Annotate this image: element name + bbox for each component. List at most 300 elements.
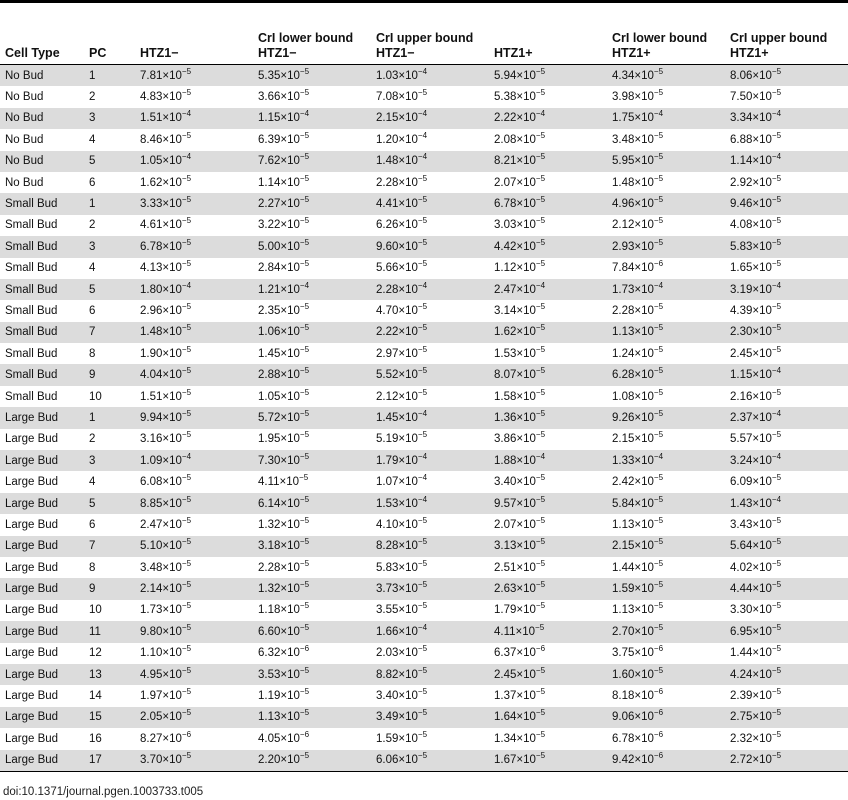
cell-htz1-minus: $6.08\times 10^{-5}$ [135,471,253,492]
cell-cell-type: Small Bud [0,364,84,385]
cell-cri-upper-htz1-plus: $1.15\times 10^{-4}$ [725,364,848,385]
cell-htz1-plus: $1.37\times 10^{-5}$ [489,685,607,706]
cell-cri-lower-htz1-plus: $8.18\times 10^{-6}$ [607,685,725,706]
cell-cell-type: Large Bud [0,707,84,728]
table-header-row [0,26,848,65]
cell-cri-lower-htz1-plus: $1.33\times 10^{-4}$ [607,450,725,471]
cell-cell-type: Large Bud [0,493,84,514]
cell-cri-lower-htz1-plus: $1.75\times 10^{-4}$ [607,108,725,129]
cell-htz1-minus: $1.80\times 10^{-4}$ [135,279,253,300]
cell-cri-upper-htz1-plus: $2.32\times 10^{-5}$ [725,728,848,749]
cell-cri-upper-htz1-minus: $1.59\times 10^{-5}$ [371,728,489,749]
cell-cri-lower-htz1-plus: $5.84\times 10^{-5}$ [607,493,725,514]
cell-cri-upper-htz1-minus: $5.52\times 10^{-5}$ [371,364,489,385]
cell-htz1-plus: $2.07\times 10^{-5}$ [489,172,607,193]
cell-cri-upper-htz1-plus: $2.30\times 10^{-5}$ [725,322,848,343]
cell-cri-upper-htz1-plus: $4.39\times 10^{-5}$ [725,300,848,321]
cell-cell-type: Large Bud [0,750,84,772]
cell-htz1-plus: $1.88\times 10^{-4}$ [489,450,607,471]
cell-cri-lower-htz1-minus: $1.95\times 10^{-5}$ [253,429,371,450]
cell-pc: 6 [84,172,135,193]
table-row [0,429,848,450]
cell-htz1-plus: $4.42\times 10^{-5}$ [489,236,607,257]
cell-cri-upper-htz1-minus: $4.41\times 10^{-5}$ [371,193,489,214]
cell-cri-upper-htz1-plus: $2.45\times 10^{-5}$ [725,343,848,364]
cell-htz1-plus: $1.79\times 10^{-5}$ [489,600,607,621]
cell-cell-type: Large Bud [0,664,84,685]
table-row [0,279,848,300]
cell-cri-lower-htz1-plus: $9.26\times 10^{-5}$ [607,407,725,428]
table-row [0,728,848,749]
cell-pc: 9 [84,364,135,385]
cell-htz1-plus: $5.38\times 10^{-5}$ [489,86,607,107]
cell-cri-upper-htz1-minus: $1.79\times 10^{-4}$ [371,450,489,471]
cell-htz1-minus: $4.95\times 10^{-5}$ [135,664,253,685]
cell-cri-upper-htz1-plus: $5.64\times 10^{-5}$ [725,536,848,557]
table-row [0,578,848,599]
cell-cri-upper-htz1-plus: $2.39\times 10^{-5}$ [725,685,848,706]
cell-htz1-minus: $1.09\times 10^{-4}$ [135,450,253,471]
cell-pc: 12 [84,643,135,664]
cell-cri-upper-htz1-minus: $5.83\times 10^{-5}$ [371,557,489,578]
cell-cell-type: Large Bud [0,621,84,642]
table-row [0,215,848,236]
cell-htz1-minus: $3.33\times 10^{-5}$ [135,193,253,214]
cell-htz1-plus: $2.63\times 10^{-5}$ [489,578,607,599]
cell-cri-upper-htz1-minus: $2.22\times 10^{-5}$ [371,322,489,343]
cell-cri-lower-htz1-plus: $4.96\times 10^{-5}$ [607,193,725,214]
cell-cell-type: Large Bud [0,536,84,557]
cell-cri-lower-htz1-minus: $5.35\times 10^{-5}$ [253,65,371,87]
cell-htz1-minus: $1.48\times 10^{-5}$ [135,322,253,343]
cell-pc: 14 [84,685,135,706]
cell-htz1-minus: $3.16\times 10^{-5}$ [135,429,253,450]
cell-cri-upper-htz1-plus: $7.50\times 10^{-5}$ [725,86,848,107]
cell-htz1-minus: $4.61\times 10^{-5}$ [135,215,253,236]
cell-cri-upper-htz1-minus: $2.28\times 10^{-5}$ [371,172,489,193]
cell-cri-lower-htz1-minus: $1.32\times 10^{-5}$ [253,578,371,599]
cell-cri-lower-htz1-plus: $1.60\times 10^{-5}$ [607,664,725,685]
cell-cri-upper-htz1-plus: $4.44\times 10^{-5}$ [725,578,848,599]
cell-cell-type: Small Bud [0,279,84,300]
cell-cri-lower-htz1-plus: $2.42\times 10^{-5}$ [607,471,725,492]
cell-cri-upper-htz1-minus: $5.66\times 10^{-5}$ [371,258,489,279]
cell-htz1-plus: $2.47\times 10^{-4}$ [489,279,607,300]
cell-cell-type: No Bud [0,172,84,193]
cell-cri-upper-htz1-plus: $2.16\times 10^{-5}$ [725,386,848,407]
cell-cri-lower-htz1-plus: $2.12\times 10^{-5}$ [607,215,725,236]
cell-cri-upper-htz1-plus: $1.65\times 10^{-5}$ [725,258,848,279]
cell-htz1-plus: $6.37\times 10^{-6}$ [489,643,607,664]
cell-htz1-minus: $1.10\times 10^{-5}$ [135,643,253,664]
cell-htz1-plus: $2.08\times 10^{-5}$ [489,129,607,150]
cell-cri-lower-htz1-minus: $1.05\times 10^{-5}$ [253,386,371,407]
cell-cell-type: No Bud [0,65,84,87]
table-row [0,493,848,514]
cell-cri-lower-htz1-minus: $1.14\times 10^{-5}$ [253,172,371,193]
cell-htz1-plus: $1.36\times 10^{-5}$ [489,407,607,428]
cell-cri-upper-htz1-minus: $8.82\times 10^{-5}$ [371,664,489,685]
table-row [0,151,848,172]
cell-pc: 4 [84,129,135,150]
cell-cri-lower-htz1-minus: $5.00\times 10^{-5}$ [253,236,371,257]
cell-htz1-plus: $6.78\times 10^{-5}$ [489,193,607,214]
cell-pc: 8 [84,557,135,578]
cell-cri-upper-htz1-plus: $3.34\times 10^{-4}$ [725,108,848,129]
cell-pc: 3 [84,236,135,257]
cell-cri-lower-htz1-plus: $5.95\times 10^{-5}$ [607,151,725,172]
cell-cri-lower-htz1-plus: $1.13\times 10^{-5}$ [607,322,725,343]
cell-cri-lower-htz1-plus: $4.34\times 10^{-5}$ [607,65,725,87]
cell-cri-upper-htz1-plus: $3.43\times 10^{-5}$ [725,514,848,535]
cell-cri-lower-htz1-minus: $6.39\times 10^{-5}$ [253,129,371,150]
cell-pc: 1 [84,65,135,87]
cell-cri-upper-htz1-minus: $5.19\times 10^{-5}$ [371,429,489,450]
cell-htz1-plus: $9.57\times 10^{-5}$ [489,493,607,514]
header-cri-lower-htz1-plus: CrI lower bound HTZ1+ [612,31,708,60]
cell-cri-lower-htz1-minus: $2.84\times 10^{-5}$ [253,258,371,279]
cell-cri-upper-htz1-minus: $1.45\times 10^{-4}$ [371,407,489,428]
cell-htz1-plus: $2.45\times 10^{-5}$ [489,664,607,685]
table-row [0,685,848,706]
cell-cell-type: Large Bud [0,450,84,471]
cell-cri-lower-htz1-minus: $2.28\times 10^{-5}$ [253,557,371,578]
cell-cell-type: Large Bud [0,407,84,428]
header-cri-lower-htz1-minus: CrI lower bound HTZ1− [258,31,354,60]
cell-cri-upper-htz1-minus: $1.66\times 10^{-4}$ [371,621,489,642]
table-row [0,386,848,407]
cell-htz1-minus: $1.97\times 10^{-5}$ [135,685,253,706]
table-row [0,343,848,364]
cell-cri-lower-htz1-minus: $6.32\times 10^{-6}$ [253,643,371,664]
cell-pc: 1 [84,407,135,428]
cell-htz1-minus: $1.62\times 10^{-5}$ [135,172,253,193]
cell-cri-lower-htz1-minus: $3.18\times 10^{-5}$ [253,536,371,557]
cell-pc: 2 [84,215,135,236]
cell-cri-lower-htz1-plus: $2.28\times 10^{-5}$ [607,300,725,321]
cell-cri-upper-htz1-minus: $1.53\times 10^{-4}$ [371,493,489,514]
table-row [0,364,848,385]
cell-cri-upper-htz1-plus: $1.43\times 10^{-4}$ [725,493,848,514]
cell-cri-lower-htz1-plus: $7.84\times 10^{-6}$ [607,258,725,279]
cell-cri-lower-htz1-minus: $4.05\times 10^{-6}$ [253,728,371,749]
cell-cri-upper-htz1-plus: $9.46\times 10^{-5}$ [725,193,848,214]
cell-cell-type: Large Bud [0,429,84,450]
table-row [0,407,848,428]
cell-cri-upper-htz1-plus: $5.57\times 10^{-5}$ [725,429,848,450]
cell-pc: 5 [84,151,135,172]
header-htz1-minus: HTZ1− [140,46,179,60]
cell-htz1-minus: $4.04\times 10^{-5}$ [135,364,253,385]
cell-pc: 10 [84,600,135,621]
cell-htz1-minus: $1.51\times 10^{-5}$ [135,386,253,407]
cell-cri-lower-htz1-minus: $6.14\times 10^{-5}$ [253,493,371,514]
cell-htz1-minus: $3.48\times 10^{-5}$ [135,557,253,578]
cell-cri-upper-htz1-minus: $2.97\times 10^{-5}$ [371,343,489,364]
cell-cri-lower-htz1-plus: $2.70\times 10^{-5}$ [607,621,725,642]
cell-cri-upper-htz1-minus: $3.73\times 10^{-5}$ [371,578,489,599]
cell-cri-lower-htz1-plus: $1.13\times 10^{-5}$ [607,600,725,621]
cell-htz1-plus: $8.21\times 10^{-5}$ [489,151,607,172]
cell-cri-lower-htz1-plus: $3.98\times 10^{-5}$ [607,86,725,107]
table-row [0,193,848,214]
table-row [0,322,848,343]
header-htz1-plus: HTZ1+ [494,46,533,60]
cell-pc: 10 [84,386,135,407]
cell-cri-upper-htz1-minus: $1.20\times 10^{-4}$ [371,129,489,150]
cell-cell-type: Large Bud [0,728,84,749]
top-rule [0,0,848,3]
cell-htz1-plus: $3.86\times 10^{-5}$ [489,429,607,450]
cell-cell-type: No Bud [0,108,84,129]
cell-htz1-minus: $3.70\times 10^{-5}$ [135,750,253,772]
cell-pc: 4 [84,471,135,492]
table-row [0,471,848,492]
cell-htz1-minus: $1.05\times 10^{-4}$ [135,151,253,172]
cell-cri-upper-htz1-plus: $4.02\times 10^{-5}$ [725,557,848,578]
cell-cri-upper-htz1-minus: $7.08\times 10^{-5}$ [371,86,489,107]
cell-cri-upper-htz1-plus: $4.24\times 10^{-5}$ [725,664,848,685]
table-row [0,707,848,728]
cell-cri-upper-htz1-plus: $2.92\times 10^{-5}$ [725,172,848,193]
cell-pc: 11 [84,621,135,642]
cell-cri-lower-htz1-minus: $4.11\times 10^{-5}$ [253,471,371,492]
cell-pc: 17 [84,750,135,772]
table-row [0,600,848,621]
cell-pc: 4 [84,258,135,279]
cell-cri-lower-htz1-minus: $7.62\times 10^{-5}$ [253,151,371,172]
cell-cell-type: Large Bud [0,600,84,621]
cell-pc: 8 [84,343,135,364]
cell-cri-lower-htz1-plus: $1.24\times 10^{-5}$ [607,343,725,364]
cell-cri-lower-htz1-plus: $9.42\times 10^{-6}$ [607,750,725,772]
cell-htz1-minus: $8.85\times 10^{-5}$ [135,493,253,514]
cell-htz1-minus: $2.14\times 10^{-5}$ [135,578,253,599]
cell-pc: 9 [84,578,135,599]
cell-cri-lower-htz1-minus: $5.72\times 10^{-5}$ [253,407,371,428]
cell-cri-lower-htz1-plus: $2.93\times 10^{-5}$ [607,236,725,257]
cell-htz1-plus: $2.51\times 10^{-5}$ [489,557,607,578]
cell-cell-type: Large Bud [0,557,84,578]
cell-htz1-plus: $1.12\times 10^{-5}$ [489,258,607,279]
cell-cell-type: Small Bud [0,343,84,364]
table-row [0,300,848,321]
cell-cri-lower-htz1-minus: $1.13\times 10^{-5}$ [253,707,371,728]
cell-cri-lower-htz1-minus: $1.32\times 10^{-5}$ [253,514,371,535]
cell-cri-lower-htz1-minus: $1.15\times 10^{-4}$ [253,108,371,129]
cell-cell-type: Small Bud [0,258,84,279]
cell-htz1-plus: $5.94\times 10^{-5}$ [489,65,607,87]
cell-htz1-minus: $8.27\times 10^{-6}$ [135,728,253,749]
cell-cell-type: Small Bud [0,386,84,407]
cell-pc: 2 [84,429,135,450]
cell-cri-lower-htz1-minus: $2.35\times 10^{-5}$ [253,300,371,321]
cell-pc: 7 [84,536,135,557]
cell-cri-lower-htz1-minus: $1.21\times 10^{-4}$ [253,279,371,300]
cell-cri-upper-htz1-plus: $3.30\times 10^{-5}$ [725,600,848,621]
cell-cri-upper-htz1-minus: $1.07\times 10^{-4}$ [371,471,489,492]
cell-cri-upper-htz1-minus: $3.55\times 10^{-5}$ [371,600,489,621]
cell-htz1-plus: $2.07\times 10^{-5}$ [489,514,607,535]
cell-cri-lower-htz1-plus: $6.28\times 10^{-5}$ [607,364,725,385]
cell-cri-upper-htz1-plus: $2.37\times 10^{-4}$ [725,407,848,428]
cell-cri-lower-htz1-plus: $3.75\times 10^{-6}$ [607,643,725,664]
cell-cell-type: Large Bud [0,685,84,706]
cell-cri-upper-htz1-plus: $3.24\times 10^{-4}$ [725,450,848,471]
cell-cri-upper-htz1-minus: $2.28\times 10^{-4}$ [371,279,489,300]
cell-htz1-plus: $2.22\times 10^{-4}$ [489,108,607,129]
table-row [0,450,848,471]
cell-htz1-minus: $7.81\times 10^{-5}$ [135,65,253,87]
table-row [0,86,848,107]
table-row [0,236,848,257]
cell-pc: 5 [84,493,135,514]
cell-cri-lower-htz1-minus: $3.22\times 10^{-5}$ [253,215,371,236]
cell-cell-type: No Bud [0,129,84,150]
cell-cell-type: Small Bud [0,236,84,257]
cell-cri-lower-htz1-minus: $1.06\times 10^{-5}$ [253,322,371,343]
cell-cri-upper-htz1-plus: $2.75\times 10^{-5}$ [725,707,848,728]
cell-htz1-plus: $1.53\times 10^{-5}$ [489,343,607,364]
cell-htz1-minus: $8.46\times 10^{-5}$ [135,129,253,150]
cell-htz1-plus: $1.58\times 10^{-5}$ [489,386,607,407]
table-row [0,258,848,279]
cell-cri-upper-htz1-plus: $5.83\times 10^{-5}$ [725,236,848,257]
cell-cri-upper-htz1-plus: $8.06\times 10^{-5}$ [725,65,848,87]
cell-cri-upper-htz1-minus: $9.60\times 10^{-5}$ [371,236,489,257]
cell-htz1-plus: $4.11\times 10^{-5}$ [489,621,607,642]
cell-pc: 6 [84,514,135,535]
cell-htz1-plus: $1.34\times 10^{-5}$ [489,728,607,749]
cell-cell-type: Large Bud [0,643,84,664]
cell-cell-type: No Bud [0,86,84,107]
cell-pc: 6 [84,300,135,321]
cell-cri-lower-htz1-minus: $1.18\times 10^{-5}$ [253,600,371,621]
cell-cri-lower-htz1-plus: $9.06\times 10^{-6}$ [607,707,725,728]
cell-cri-upper-htz1-plus: $6.95\times 10^{-5}$ [725,621,848,642]
cell-cri-upper-htz1-minus: $3.49\times 10^{-5}$ [371,707,489,728]
table-row [0,514,848,535]
cell-htz1-plus: $1.64\times 10^{-5}$ [489,707,607,728]
cell-pc: 13 [84,664,135,685]
cell-cri-upper-htz1-plus: $6.88\times 10^{-5}$ [725,129,848,150]
table-row [0,750,848,772]
cell-cri-lower-htz1-minus: $1.19\times 10^{-5}$ [253,685,371,706]
table-row [0,536,848,557]
cell-cell-type: Large Bud [0,514,84,535]
doi-footer: doi:10.1371/journal.pgen.1003733.t005 [3,786,204,798]
cell-htz1-minus: $2.05\times 10^{-5}$ [135,707,253,728]
cell-cri-upper-htz1-plus: $1.44\times 10^{-5}$ [725,643,848,664]
cell-cri-lower-htz1-minus: $1.45\times 10^{-5}$ [253,343,371,364]
cell-cri-lower-htz1-minus: $6.60\times 10^{-5}$ [253,621,371,642]
cell-cri-upper-htz1-plus: $3.19\times 10^{-4}$ [725,279,848,300]
table-row [0,108,848,129]
cell-htz1-plus: $3.13\times 10^{-5}$ [489,536,607,557]
header-cri-upper-htz1-plus: CrI upper bound HTZ1+ [730,31,828,60]
cell-cri-lower-htz1-plus: $1.13\times 10^{-5}$ [607,514,725,535]
cell-pc: 16 [84,728,135,749]
cell-cell-type: Small Bud [0,322,84,343]
cell-htz1-plus: $8.07\times 10^{-5}$ [489,364,607,385]
cell-htz1-plus: $3.40\times 10^{-5}$ [489,471,607,492]
cell-htz1-plus: $1.62\times 10^{-5}$ [489,322,607,343]
cell-htz1-minus: $4.13\times 10^{-5}$ [135,258,253,279]
cell-cell-type: Small Bud [0,300,84,321]
cell-cell-type: Small Bud [0,215,84,236]
header-cri-upper-htz1-minus: CrI upper bound HTZ1− [376,31,474,60]
cell-pc: 5 [84,279,135,300]
cell-htz1-plus: $1.67\times 10^{-5}$ [489,750,607,772]
cell-htz1-minus: $5.10\times 10^{-5}$ [135,536,253,557]
results-table [0,26,848,772]
header-cell-type: Cell Type [5,46,60,60]
cell-cri-lower-htz1-minus: $2.88\times 10^{-5}$ [253,364,371,385]
cell-htz1-minus: $1.51\times 10^{-4}$ [135,108,253,129]
cell-cri-upper-htz1-plus: $2.72\times 10^{-5}$ [725,750,848,772]
cell-cell-type: Large Bud [0,578,84,599]
cell-cri-upper-htz1-plus: $4.08\times 10^{-5}$ [725,215,848,236]
table-row [0,557,848,578]
cell-cri-upper-htz1-minus: $1.03\times 10^{-4}$ [371,65,489,87]
cell-pc: 3 [84,108,135,129]
table-body [0,65,848,772]
cell-pc: 15 [84,707,135,728]
cell-cri-lower-htz1-minus: $3.66\times 10^{-5}$ [253,86,371,107]
cell-cri-upper-htz1-minus: $6.06\times 10^{-5}$ [371,750,489,772]
cell-cri-lower-htz1-minus: $2.20\times 10^{-5}$ [253,750,371,772]
cell-htz1-minus: $6.78\times 10^{-5}$ [135,236,253,257]
cell-htz1-minus: $9.80\times 10^{-5}$ [135,621,253,642]
cell-cri-upper-htz1-minus: $6.26\times 10^{-5}$ [371,215,489,236]
cell-cell-type: Large Bud [0,471,84,492]
cell-cri-lower-htz1-plus: $2.15\times 10^{-5}$ [607,429,725,450]
cell-cri-lower-htz1-plus: $6.78\times 10^{-6}$ [607,728,725,749]
cell-htz1-plus: $3.14\times 10^{-5}$ [489,300,607,321]
cell-cri-upper-htz1-plus: $1.14\times 10^{-4}$ [725,151,848,172]
cell-cell-type: Small Bud [0,193,84,214]
cell-htz1-plus: $3.03\times 10^{-5}$ [489,215,607,236]
cell-cell-type: No Bud [0,151,84,172]
cell-cri-lower-htz1-plus: $1.73\times 10^{-4}$ [607,279,725,300]
table-row [0,664,848,685]
cell-htz1-minus: $1.90\times 10^{-5}$ [135,343,253,364]
cell-pc: 3 [84,450,135,471]
cell-cri-upper-htz1-minus: $2.03\times 10^{-5}$ [371,643,489,664]
cell-cri-upper-htz1-minus: $4.10\times 10^{-5}$ [371,514,489,535]
cell-pc: 2 [84,86,135,107]
cell-cri-lower-htz1-plus: $1.48\times 10^{-5}$ [607,172,725,193]
cell-cri-lower-htz1-plus: $2.15\times 10^{-5}$ [607,536,725,557]
cell-cri-upper-htz1-minus: $3.40\times 10^{-5}$ [371,685,489,706]
cell-cri-lower-htz1-plus: $1.44\times 10^{-5}$ [607,557,725,578]
header-pc: PC [89,46,107,60]
cell-cri-lower-htz1-plus: $1.59\times 10^{-5}$ [607,578,725,599]
cell-cri-upper-htz1-plus: $6.09\times 10^{-5}$ [725,471,848,492]
table-row [0,129,848,150]
cell-cri-upper-htz1-minus: $2.15\times 10^{-4}$ [371,108,489,129]
cell-cri-upper-htz1-minus: $2.12\times 10^{-5}$ [371,386,489,407]
cell-cri-lower-htz1-minus: $7.30\times 10^{-5}$ [253,450,371,471]
cell-htz1-minus: $4.83\times 10^{-5}$ [135,86,253,107]
cell-htz1-minus: $2.96\times 10^{-5}$ [135,300,253,321]
cell-cri-lower-htz1-minus: $3.53\times 10^{-5}$ [253,664,371,685]
results-table-wrapper [0,26,848,772]
cell-htz1-minus: $1.73\times 10^{-5}$ [135,600,253,621]
cell-pc: 1 [84,193,135,214]
table-row [0,643,848,664]
cell-cri-lower-htz1-plus: $3.48\times 10^{-5}$ [607,129,725,150]
